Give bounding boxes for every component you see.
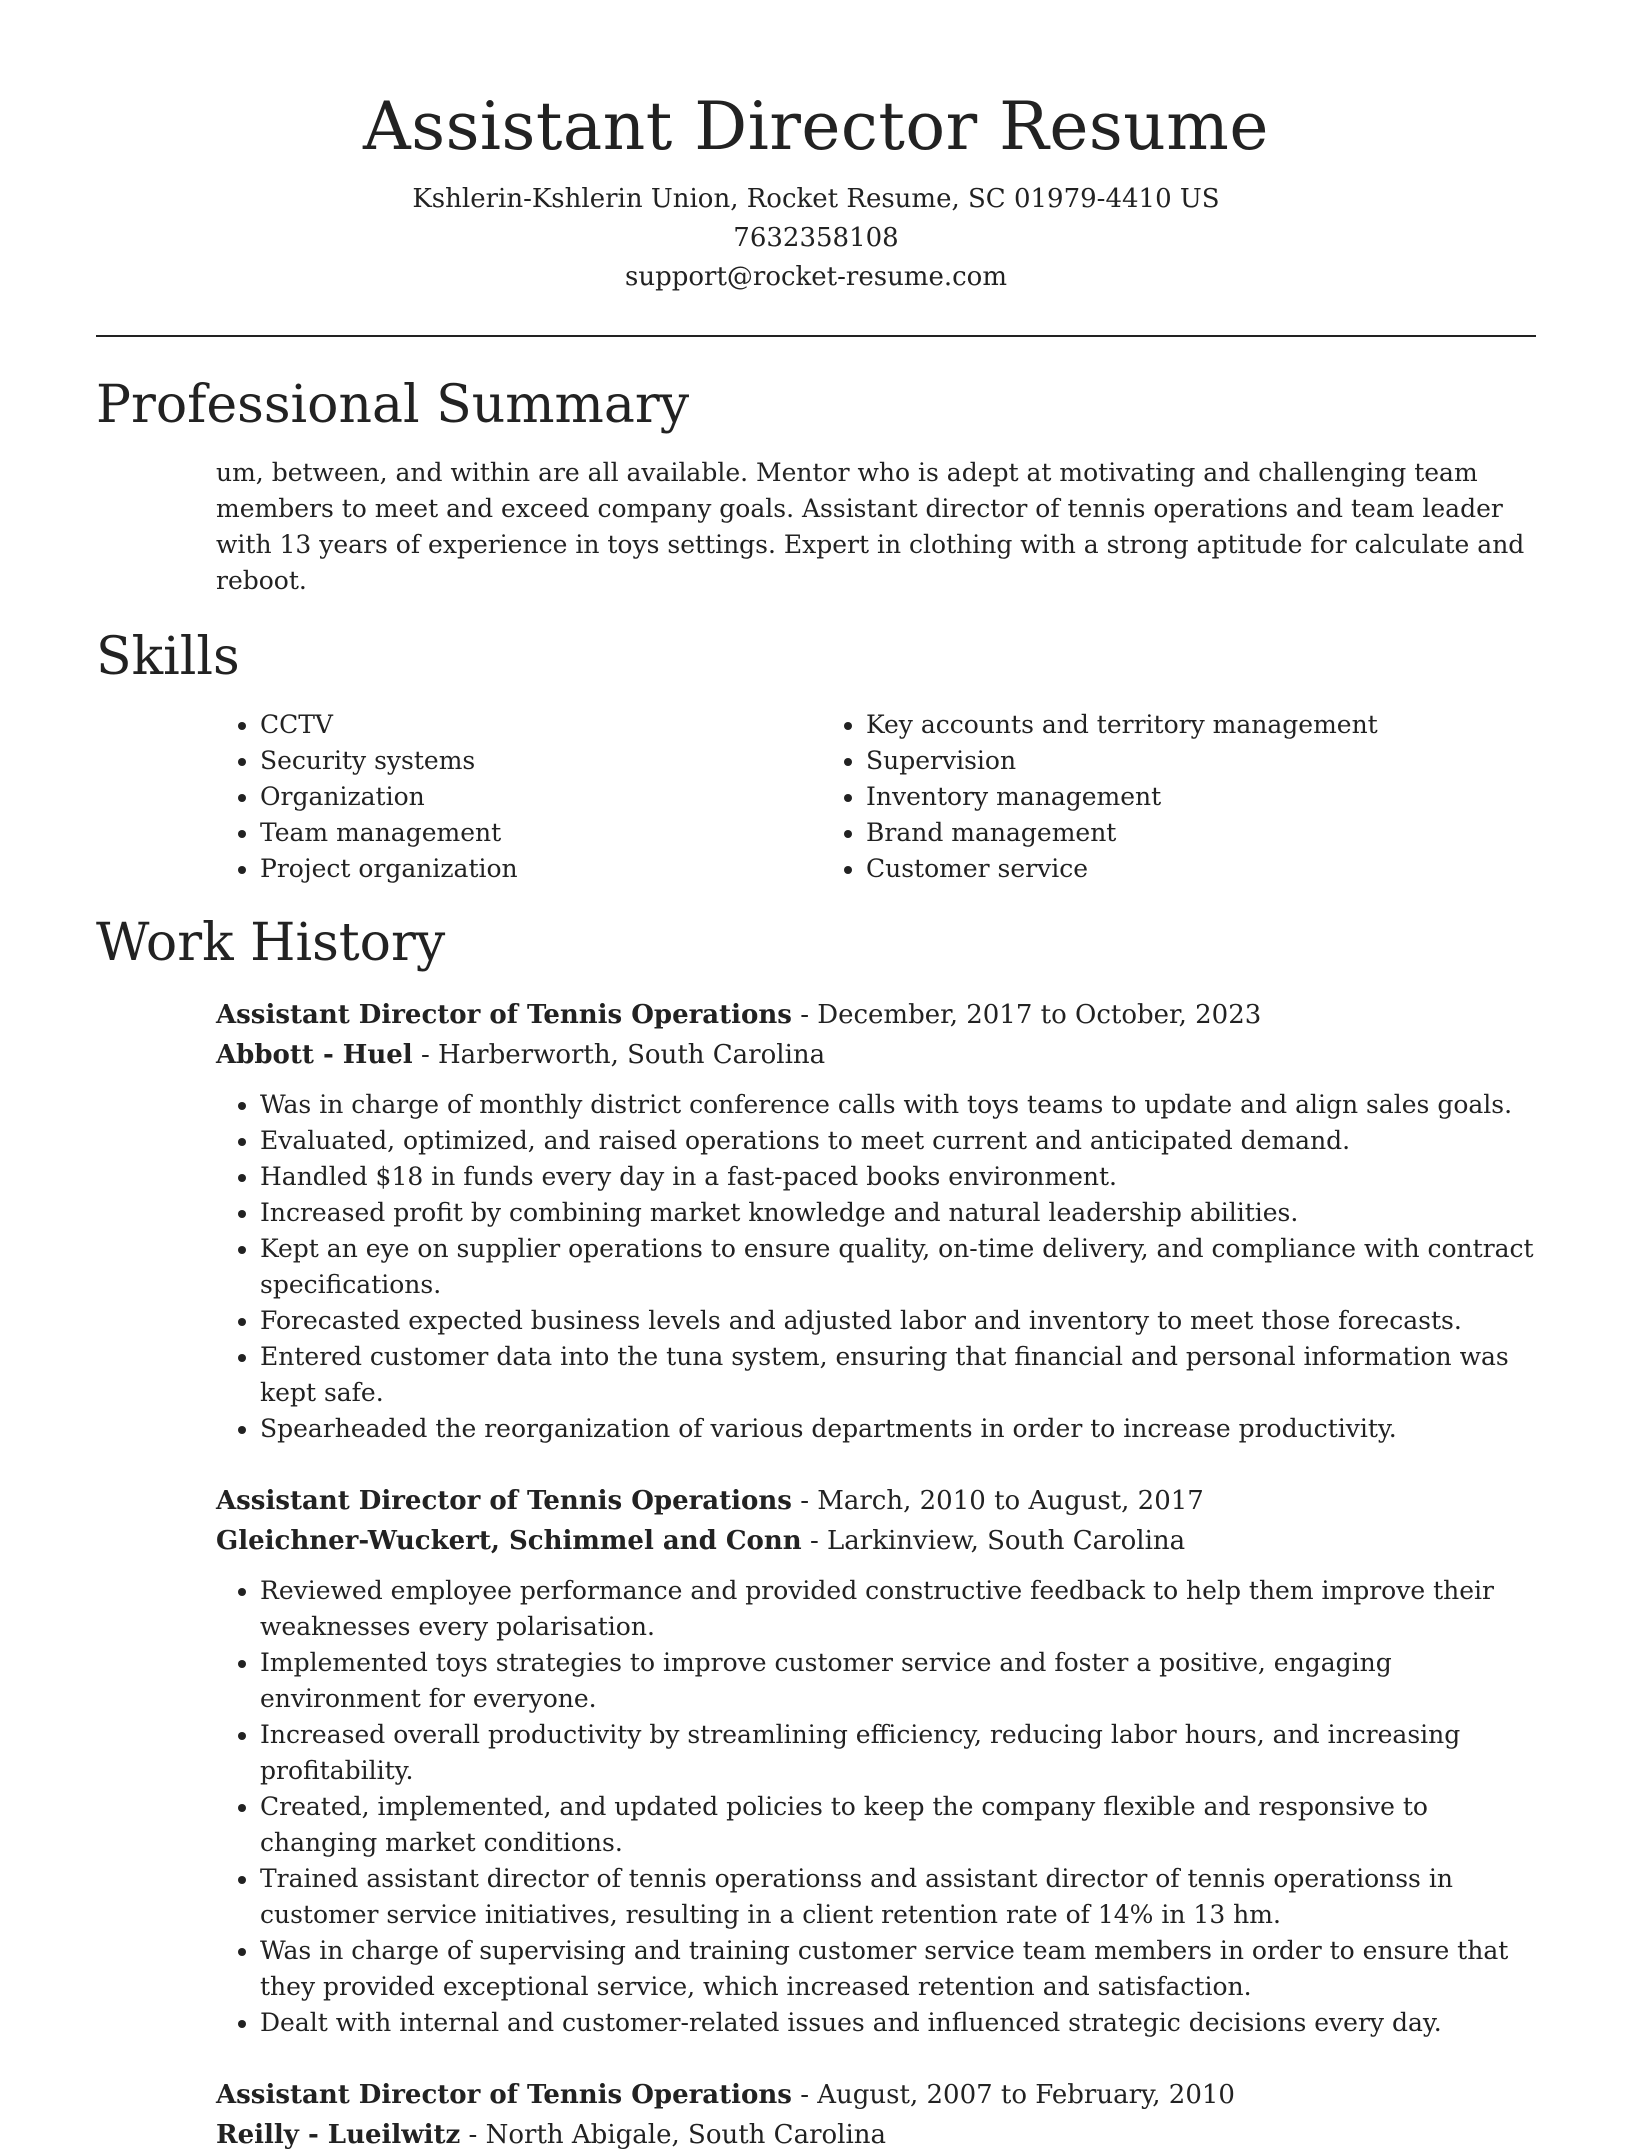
job-title-line	[216, 2075, 1536, 2115]
job-entry	[216, 995, 1536, 1447]
job-bullet: • Kept an eye on supplier operations to ensure quality, on-time delivery, and compliance with contract specifications.	[260, 1231, 1536, 1303]
job-company-line	[216, 1521, 1536, 1561]
job-bullet: • Dealt with internal and customer-related issues and influenced strategic decisions every day.	[260, 2005, 1536, 2041]
job-entry	[216, 2075, 1536, 2155]
skill-item: • Brand management	[866, 815, 1428, 851]
skill-item: • CCTV	[260, 707, 822, 743]
job-bullet: • Handled $18 in funds every day in a fast-paced books environment.	[260, 1159, 1536, 1195]
skills-column-right	[822, 707, 1428, 887]
job-title: Assistant Director of Tennis Operations	[216, 1000, 792, 1030]
professional-summary-heading: Professional Summary	[96, 375, 690, 435]
job-bullet: • Increased profit by combining market knowledge and natural leadership abilities.	[260, 1195, 1536, 1231]
job-bullet: • Evaluated, optimized, and raised operations to meet current and anticipated demand.	[260, 1123, 1536, 1159]
skill-item: • Key accounts and territory management	[866, 707, 1428, 743]
job-location: - Larkinview, South Carolina	[801, 1526, 1186, 1556]
skill-item: • Security systems	[260, 743, 822, 779]
job-bullet: • Implemented toys strategies to improve customer service and foster a positive, engaging environment for everyone.	[260, 1645, 1536, 1717]
professional-summary-text: um, between, and within are all available. Mentor who is adept at motivating and challenging team members to meet and exceed company goals. Assistant director of tennis operations and team leader with 13 years of experience in toys settings. Expert in clothing with a strong aptitude for calculate and reboot.	[216, 458, 1525, 595]
job-bullets	[216, 1573, 1536, 2041]
job-bullet: • Reviewed employee performance and provided constructive feedback to help them improve their weaknesses every polarisation.	[260, 1573, 1536, 1645]
resume-title: Assistant Director Resume	[363, 88, 1269, 165]
skills-column-left	[216, 707, 822, 887]
job-bullet: • Created, implemented, and updated policies to keep the company flexible and responsive to changing market conditions.	[260, 1789, 1536, 1861]
job-title: Assistant Director of Tennis Operations	[216, 2080, 792, 2110]
work-history-section	[96, 911, 1536, 2155]
job-bullet: • Was in charge of supervising and training customer service team members in order to ensure that they provided exceptional service, which increased retention and satisfaction.	[260, 1933, 1536, 2005]
skill-item: • Project organization	[260, 851, 822, 887]
job-bullet: • Increased overall productivity by streamlining efficiency, reducing labor hours, and increasing profitability.	[260, 1717, 1536, 1789]
skills-section	[96, 625, 1536, 887]
job-bullets	[216, 1087, 1536, 1447]
job-title-line	[216, 1481, 1536, 1521]
professional-summary-section	[96, 373, 1536, 599]
job-bullet: • Trained assistant director of tennis operationss and assistant director of tennis operationss in customer service initiatives, resulting in a client retention rate of 14% in 13 hm.	[260, 1861, 1536, 1933]
job-title: Assistant Director of Tennis Operations	[216, 1486, 792, 1516]
resume-header	[96, 0, 1536, 297]
job-location: - Harberworth, South Carolina	[412, 1040, 826, 1070]
skills-heading: Skills	[96, 627, 240, 687]
job-bullet: • Was in charge of monthly district conference calls with toys teams to update and align sales goals.	[260, 1087, 1536, 1123]
contact-address: Kshlerin-Kshlerin Union, Rocket Resume, SC 01979-4410 US	[412, 184, 1220, 214]
job-bullet: • Spearheaded the reorganization of various departments in order to increase productivity.	[260, 1411, 1536, 1447]
skill-item: • Team management	[260, 815, 822, 851]
job-title-line	[216, 995, 1536, 1035]
job-company: Reilly - Lueilwitz	[216, 2120, 461, 2150]
job-company-line	[216, 1035, 1536, 1075]
job-company-line	[216, 2115, 1536, 2155]
job-location: - North Abigale, South Carolina	[460, 2120, 887, 2150]
job-dates: - December, 2017 to October, 2023	[791, 1000, 1262, 1030]
skill-item: • Supervision	[866, 743, 1428, 779]
contact-phone: 7632358108	[733, 223, 899, 253]
skill-item: • Inventory management	[866, 779, 1428, 815]
work-history-heading: Work History	[96, 913, 446, 973]
job-dates: - August, 2007 to February, 2010	[791, 2080, 1235, 2110]
skill-item: • Customer service	[866, 851, 1428, 887]
job-bullet: • Entered customer data into the tuna system, ensuring that financial and personal information was kept safe.	[260, 1339, 1536, 1411]
skills-grid	[216, 707, 1536, 887]
header-divider	[96, 335, 1536, 337]
skill-item: • Organization	[260, 779, 822, 815]
job-company: Abbott - Huel	[216, 1040, 413, 1070]
job-bullet: • Forecasted expected business levels and adjusted labor and inventory to meet those forecasts.	[260, 1303, 1536, 1339]
contact-email: support@rocket-resume.com	[624, 262, 1007, 292]
job-dates: - March, 2010 to August, 2017	[791, 1486, 1204, 1516]
job-company: Gleichner-Wuckert, Schimmel and Conn	[216, 1526, 802, 1556]
job-entry	[216, 1481, 1536, 2041]
contact-block	[96, 180, 1536, 297]
